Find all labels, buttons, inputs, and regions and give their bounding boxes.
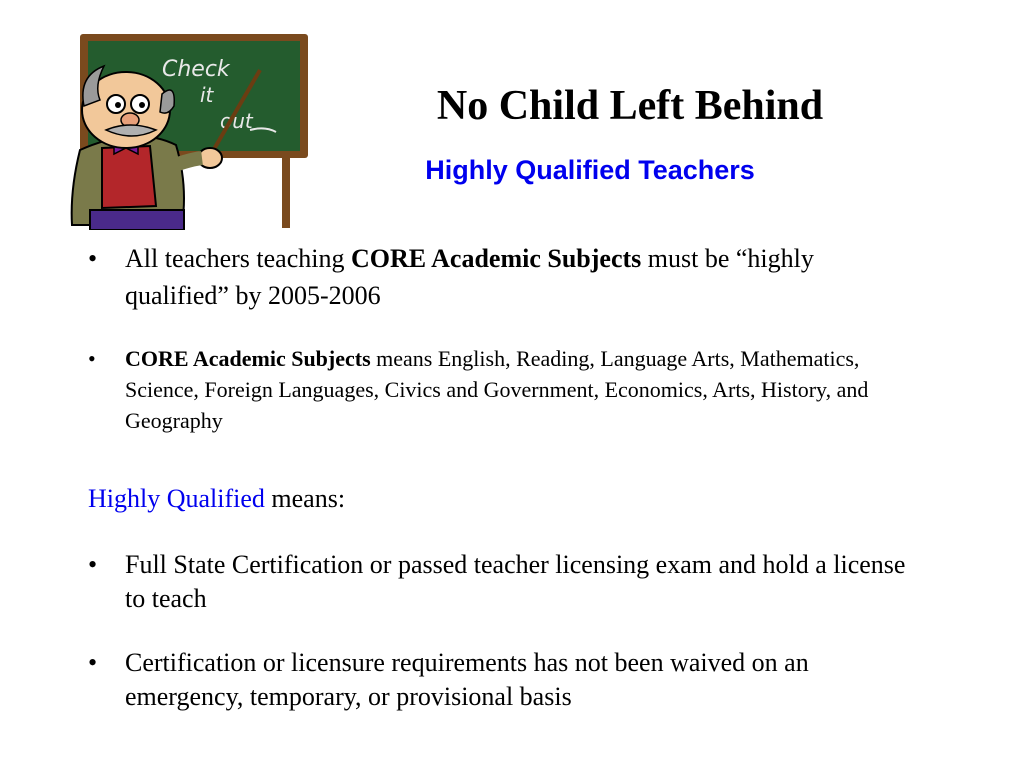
bullet-dot: • bbox=[88, 550, 98, 579]
bullet-text bbox=[125, 343, 928, 436]
bullet-text-post: must be “highly qualified” by 2005-2006 bbox=[125, 244, 814, 310]
highly-qualified-rest: means: bbox=[264, 484, 346, 513]
board-text-3: out bbox=[220, 109, 253, 133]
bullet-text: Full State Certification or passed teacher licensing exam and hold a license to teach bbox=[125, 550, 906, 613]
bullet-dot: • bbox=[88, 648, 98, 677]
bullet-text-post: means English, Reading, Language Arts, Mathematics, Science, Foreign Languages, Civics and Government, Economics, Arts, History, and Geography bbox=[125, 346, 869, 433]
bullet-text-pre: All teachers teaching bbox=[125, 244, 351, 273]
highly-qualified-highlight: Highly Qualified bbox=[88, 484, 265, 513]
bullet-text-bold: CORE Academic Subjects bbox=[350, 244, 642, 273]
bullet-dot: • bbox=[88, 346, 96, 371]
bullet-text-bold: CORE Academic Subjects bbox=[125, 346, 371, 371]
page-subtitle: Highly Qualified Teachers bbox=[425, 155, 755, 185]
bullet-text bbox=[125, 240, 908, 314]
highly-qualified-heading bbox=[88, 484, 345, 514]
bullet-dot: • bbox=[88, 244, 98, 273]
bullet-text: Certification or licensure requirements has not been waived on an emergency, temporary, or provisional basis bbox=[125, 648, 809, 711]
teacher-at-chalkboard-icon bbox=[50, 30, 312, 230]
board-text-1: Check bbox=[162, 57, 230, 82]
board-text-2: it bbox=[200, 83, 214, 107]
page-title: No Child Left Behind bbox=[436, 83, 824, 129]
